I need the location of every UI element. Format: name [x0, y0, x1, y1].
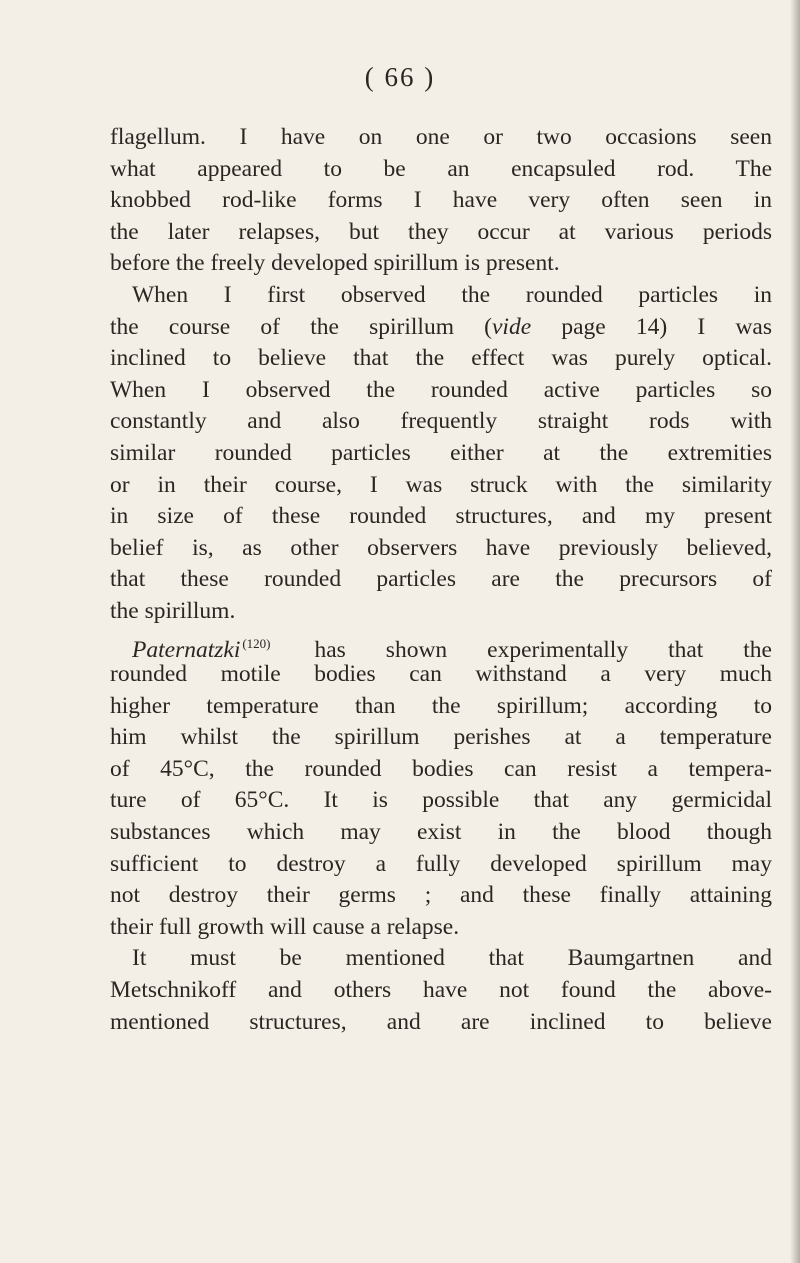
text-line: in size of these rounded structures, and my present: [110, 503, 772, 530]
text-line: inclined to believe that the effect was purely optical.: [110, 345, 772, 372]
text-line: Metschnikoff and others have not found the above-: [110, 977, 772, 1004]
text-line: When I first observed the rounded particles in: [132, 281, 772, 308]
text-line: similar rounded particles either at the extremities: [110, 439, 772, 466]
text-line: what appeared to be an encapsuled rod. The: [110, 155, 772, 182]
author-name: Paternatzki: [132, 636, 241, 663]
italic-vide: vide: [492, 313, 532, 340]
text-line: before the freely developed spirillum is present.: [110, 250, 560, 277]
text-line: It must be mentioned that Baumgartnen and: [132, 945, 772, 972]
text-line: knobbed rod-like forms I have very often seen in: [110, 187, 772, 214]
text-line: not destroy their germs ; and these finally attaining: [110, 882, 772, 909]
text-line: of 45°C, the rounded bodies can resist a tempera-: [110, 755, 772, 782]
text-line: belief is, as other observers have previously believed,: [110, 534, 772, 561]
text-line: [110, 628, 772, 663]
text-fragment: page 14) I was: [531, 313, 772, 340]
text-line: flagellum. I have on one or two occasions seen: [110, 124, 772, 150]
text-fragment: has shown experimentally that the: [274, 636, 772, 663]
text-line: ture of 65°C. It is possible that any germicidal: [110, 787, 772, 814]
text-line: him whilst the spirillum perishes at a temperature: [110, 724, 772, 751]
text-line: substances which may exist in the blood though: [110, 819, 772, 846]
text-line: or in their course, I was struck with the similarity: [110, 471, 772, 498]
reference-number: (120): [242, 635, 271, 651]
text-line: mentioned structures, and are inclined to believe: [110, 1008, 772, 1035]
page-edge-shadow: [790, 0, 800, 1263]
text-line: constantly and also frequently straight rods with: [110, 408, 772, 435]
text-line: that these rounded particles are the precursors of: [110, 566, 772, 593]
page-number: ( 66 ): [364, 62, 436, 92]
text-line: rounded motile bodies can withstand a very much: [110, 661, 772, 688]
text-line: their full growth will cause a relapse.: [110, 913, 460, 940]
text-line: higher temperature than the spirillum; according to: [110, 692, 772, 719]
text-line: sufficient to destroy a fully developed spirillum may: [110, 850, 772, 877]
text-line: When I observed the rounded active particles so: [110, 376, 772, 403]
text-line: [110, 312, 772, 344]
text-line: the later relapses, but they occur at various periods: [110, 218, 772, 245]
text-fragment: the course of the spirillum (: [110, 313, 492, 340]
text-line: the spirillum.: [110, 597, 236, 624]
body-text: [110, 122, 772, 1038]
